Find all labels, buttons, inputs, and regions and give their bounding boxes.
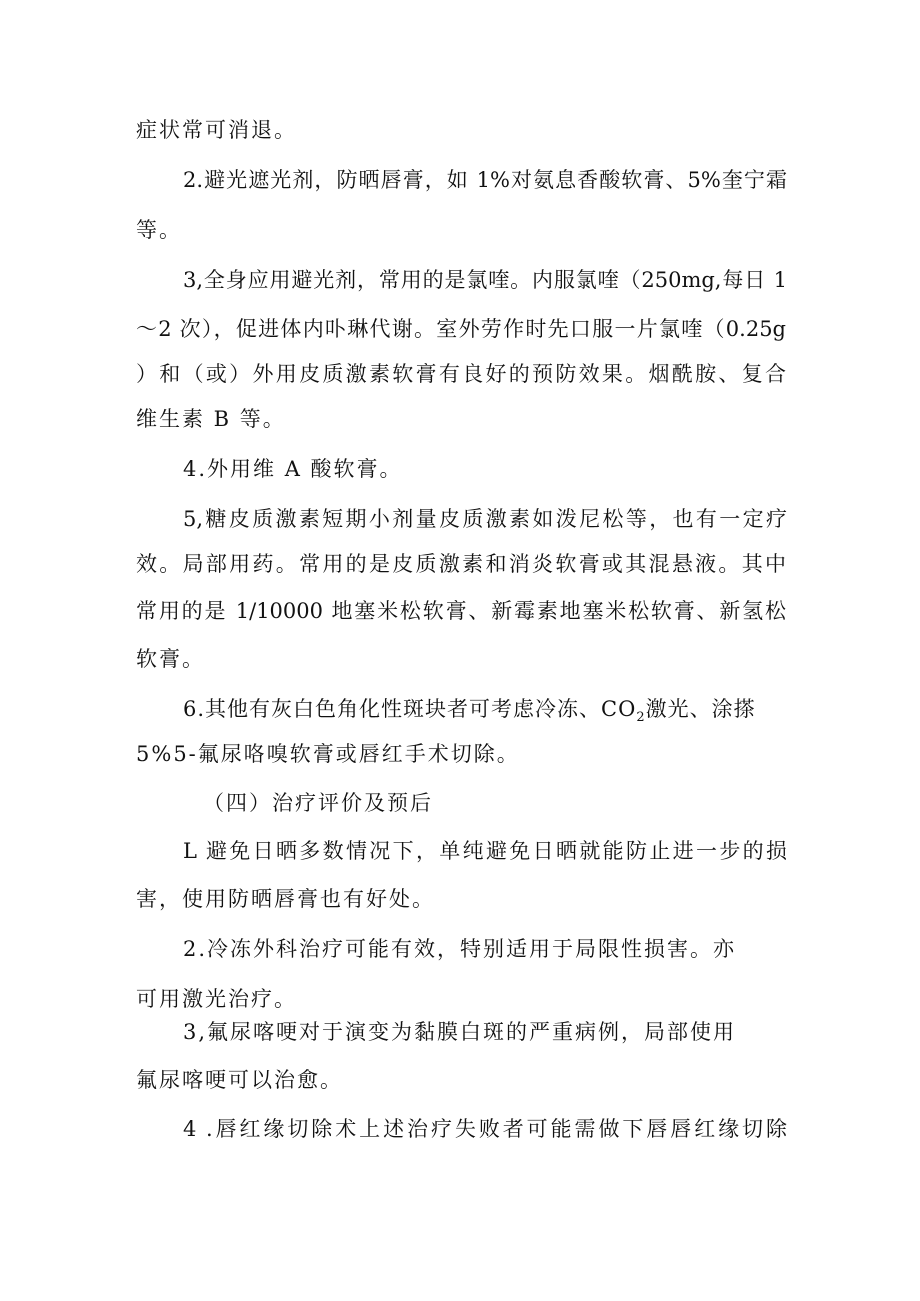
paragraph-text: 6.其他有灰白色角化性斑块者可考虑冷冻、CO [183, 697, 637, 721]
section-heading: （四）治疗评价及预后 [203, 791, 433, 815]
paragraph-line: 等。 [136, 218, 182, 242]
paragraph-line: 2.避光遮光剂，防晒唇膏，如 1%对氨息香酸软膏、5%奎宁霜 [183, 168, 787, 192]
paragraph-line: 3,全身应用避光剂，常用的是氯喹。内服氯喹（250mg,每日 1 [183, 268, 787, 292]
paragraph-line: ～2 次），促进体内卟琳代谢。室外劳作时先口服一片氯喹（0.25g [136, 317, 787, 341]
paragraph-line: 症状常可消退。 [136, 118, 297, 142]
paragraph-line: 氟尿喀哽可以治愈。 [136, 1068, 343, 1092]
paragraph-line: 5,糖皮质激素短期小剂量皮质激素如泼尼松等，也有一定疗 [183, 507, 787, 531]
paragraph-line: 可用激光治疗。 [136, 987, 297, 1011]
paragraph-line [183, 695, 756, 726]
paragraph-text: 激光、涂搽 [645, 697, 756, 721]
paragraph-line: 2.冷冻外科治疗可能有效，特别适用于局限性损害。亦 [183, 937, 737, 961]
subscript-text: 2 [636, 710, 646, 726]
paragraph-line: ）和（或）外用皮质激素软膏有良好的预防效果。烟酰胺、复合 [136, 362, 786, 386]
paragraph-line: L 避免日晒多数情况下，单纯避免日晒就能防止进一步的损 [183, 839, 787, 863]
paragraph-line: 4.外用维 A 酸软膏。 [183, 457, 403, 481]
paragraph-line: 软膏。 [136, 647, 205, 671]
paragraph-line: 效。局部用药。常用的是皮质激素和消炎软膏或其混悬液。其中 [136, 552, 786, 576]
paragraph-line: 3,氟尿喀哽对于演变为黏膜白斑的严重病例，局部使用 [183, 1020, 737, 1044]
paragraph-line: 害，使用防晒唇膏也有好处。 [136, 887, 435, 911]
paragraph-line: 常用的是 1/10000 地塞米松软膏、新霉素地塞米松软膏、新氢松 [136, 599, 786, 623]
paragraph-line: 维生素 B 等。 [136, 407, 286, 431]
paragraph-line: 4 .唇红缘切除术上述治疗失败者可能需做下唇唇红缘切除 [183, 1117, 787, 1141]
paragraph-line: 5%5-氟尿咯嗅软膏或唇红手术切除。 [136, 742, 520, 766]
